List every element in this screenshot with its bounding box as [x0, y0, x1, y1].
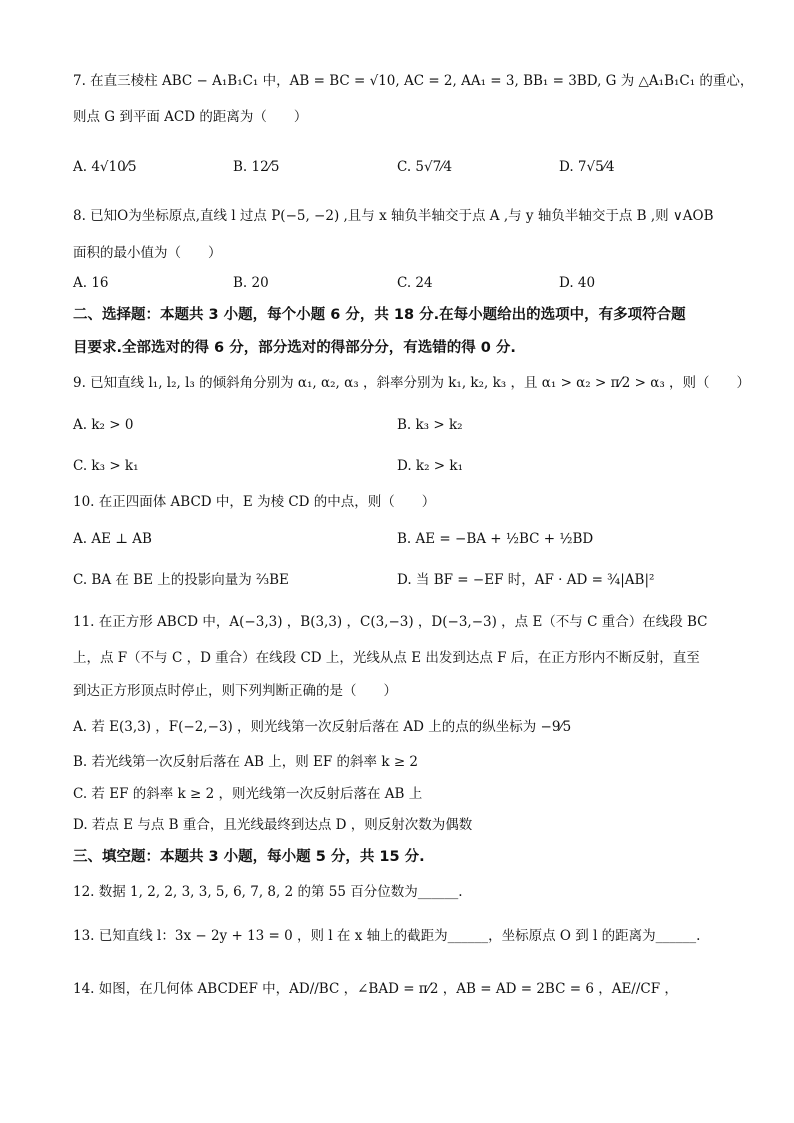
q12-stem: 12. 数据 1, 2, 2, 3, 3, 5, 6, 7, 8, 2 的第 55 百分位数为______.: [73, 884, 463, 900]
q8-option-d: D. 40: [559, 275, 596, 291]
q8-option-c: C. 24: [397, 275, 433, 291]
q13-stem: 13. 已知直线 l：3x − 2y + 13 = 0 ，则 l 在 x 轴上的截距为______，坐标原点 O 到 l 的距离为______.: [73, 928, 701, 944]
q9-option-c: C. k₃ > k₁: [73, 458, 139, 474]
q7-option-c: C. 5√7⁄4: [397, 159, 453, 175]
q10-option-a: A. AE ⊥ AB: [73, 531, 152, 547]
q11-option-b: B. 若光线第一次反射后落在 AB 上，则 EF 的斜率 k ≥ 2: [73, 754, 419, 770]
q9-option-d: D. k₂ > k₁: [397, 458, 464, 474]
q7-stem-line1: 7. 在直三棱柱 ABC − A₁B₁C₁ 中，AB = BC = √10, AC = 2, AA₁ = 3, BB₁ = 3BD, G 为 △A₁B₁C₁ 的重心，: [73, 73, 754, 89]
q9-option-a: A. k₂ > 0: [73, 417, 134, 433]
q9-stem: 9. 已知直线 l₁, l₂, l₃ 的倾斜角分别为 α₁, α₂, α₃ ，斜率分别为 k₁, k₂, k₃ ，且 α₁ > α₂ > π⁄2 > α₃ ，则（ ）: [73, 375, 751, 391]
q7-stem-line2: 则点 G 到平面 ACD 的距离为（ ）: [73, 109, 308, 125]
q8-stem-line1: 8. 已知O为坐标原点,直线 l 过点 P(−5, −2) ,且与 x 轴负半轴交于点 A ,与 y 轴负半轴交于点 B ,则 ∨AOB: [73, 208, 714, 224]
q8-stem-line2: 面积的最小值为（ ）: [73, 245, 222, 261]
section-2-heading-line1: 二、选择题：本题共 3 小题，每个小题 6 分，共 18 分.在每小题给出的选项中，有多项符合题: [73, 307, 686, 323]
q10-option-d: D. 当 BF = −EF 时，AF · AD = ¾|AB|²: [397, 572, 655, 588]
q11-stem-line3: 到达正方形顶点时停止，则下列判断正确的是（ ）: [73, 683, 397, 699]
q11-stem-line2: 上，点 F（不与 C ，D 重合）在线段 CD 上，光线从点 E 出发到达点 F 后，在正方形内不断反射，直至: [73, 650, 700, 666]
q7-option-a: A. 4√10⁄5: [73, 159, 137, 175]
q11-option-d: D. 若点 E 与点 B 重合，且光线最终到达点 D ，则反射次数为偶数: [73, 817, 473, 833]
q11-stem-line1: 11. 在正方形 ABCD 中，A(−3,3) ，B(3,3) ，C(3,−3) ，D(−3,−3) ，点 E（不与 C 重合）在线段 BC: [73, 614, 708, 630]
q7-options: [0, 148, 794, 198]
q9-option-b: B. k₃ > k₂: [397, 417, 463, 433]
q7-option-d: D. 7√5⁄4: [559, 159, 615, 175]
q11-option-c: C. 若 EF 的斜率 k ≥ 2 ，则光线第一次反射后落在 AB 上: [73, 786, 423, 802]
q10-option-c: C. BA 在 BE 上的投影向量为 ⅔BE: [73, 572, 289, 588]
q11-option-a: A. 若 E(3,3) ，F(−2,−3) ，则光线第一次反射后落在 AD 上的点的纵坐标为 −9⁄5: [73, 719, 572, 735]
q8-options: [0, 270, 794, 296]
section-3-heading: 三、填空题：本题共 3 小题，每小题 5 分，共 15 分.: [73, 849, 425, 865]
q8-option-a: A. 16: [73, 275, 109, 291]
q10-stem: 10. 在正四面体 ABCD 中，E 为棱 CD 的中点，则（ ）: [73, 494, 436, 510]
q7-option-b: B. 12⁄5: [233, 159, 280, 175]
q8-option-b: B. 20: [233, 275, 269, 291]
q10-option-b: B. AE = −BA + ½BC + ½BD: [397, 531, 594, 547]
section-2-heading-line2: 目要求.全部选对的得 6 分，部分选对的得部分分，有选错的得 0 分.: [73, 340, 516, 356]
q14-stem: 14. 如图，在几何体 ABCDEF 中，AD//BC ，∠BAD = π⁄2 ，AB = AD = 2BC = 6 ，AE//CF ，: [73, 981, 678, 997]
